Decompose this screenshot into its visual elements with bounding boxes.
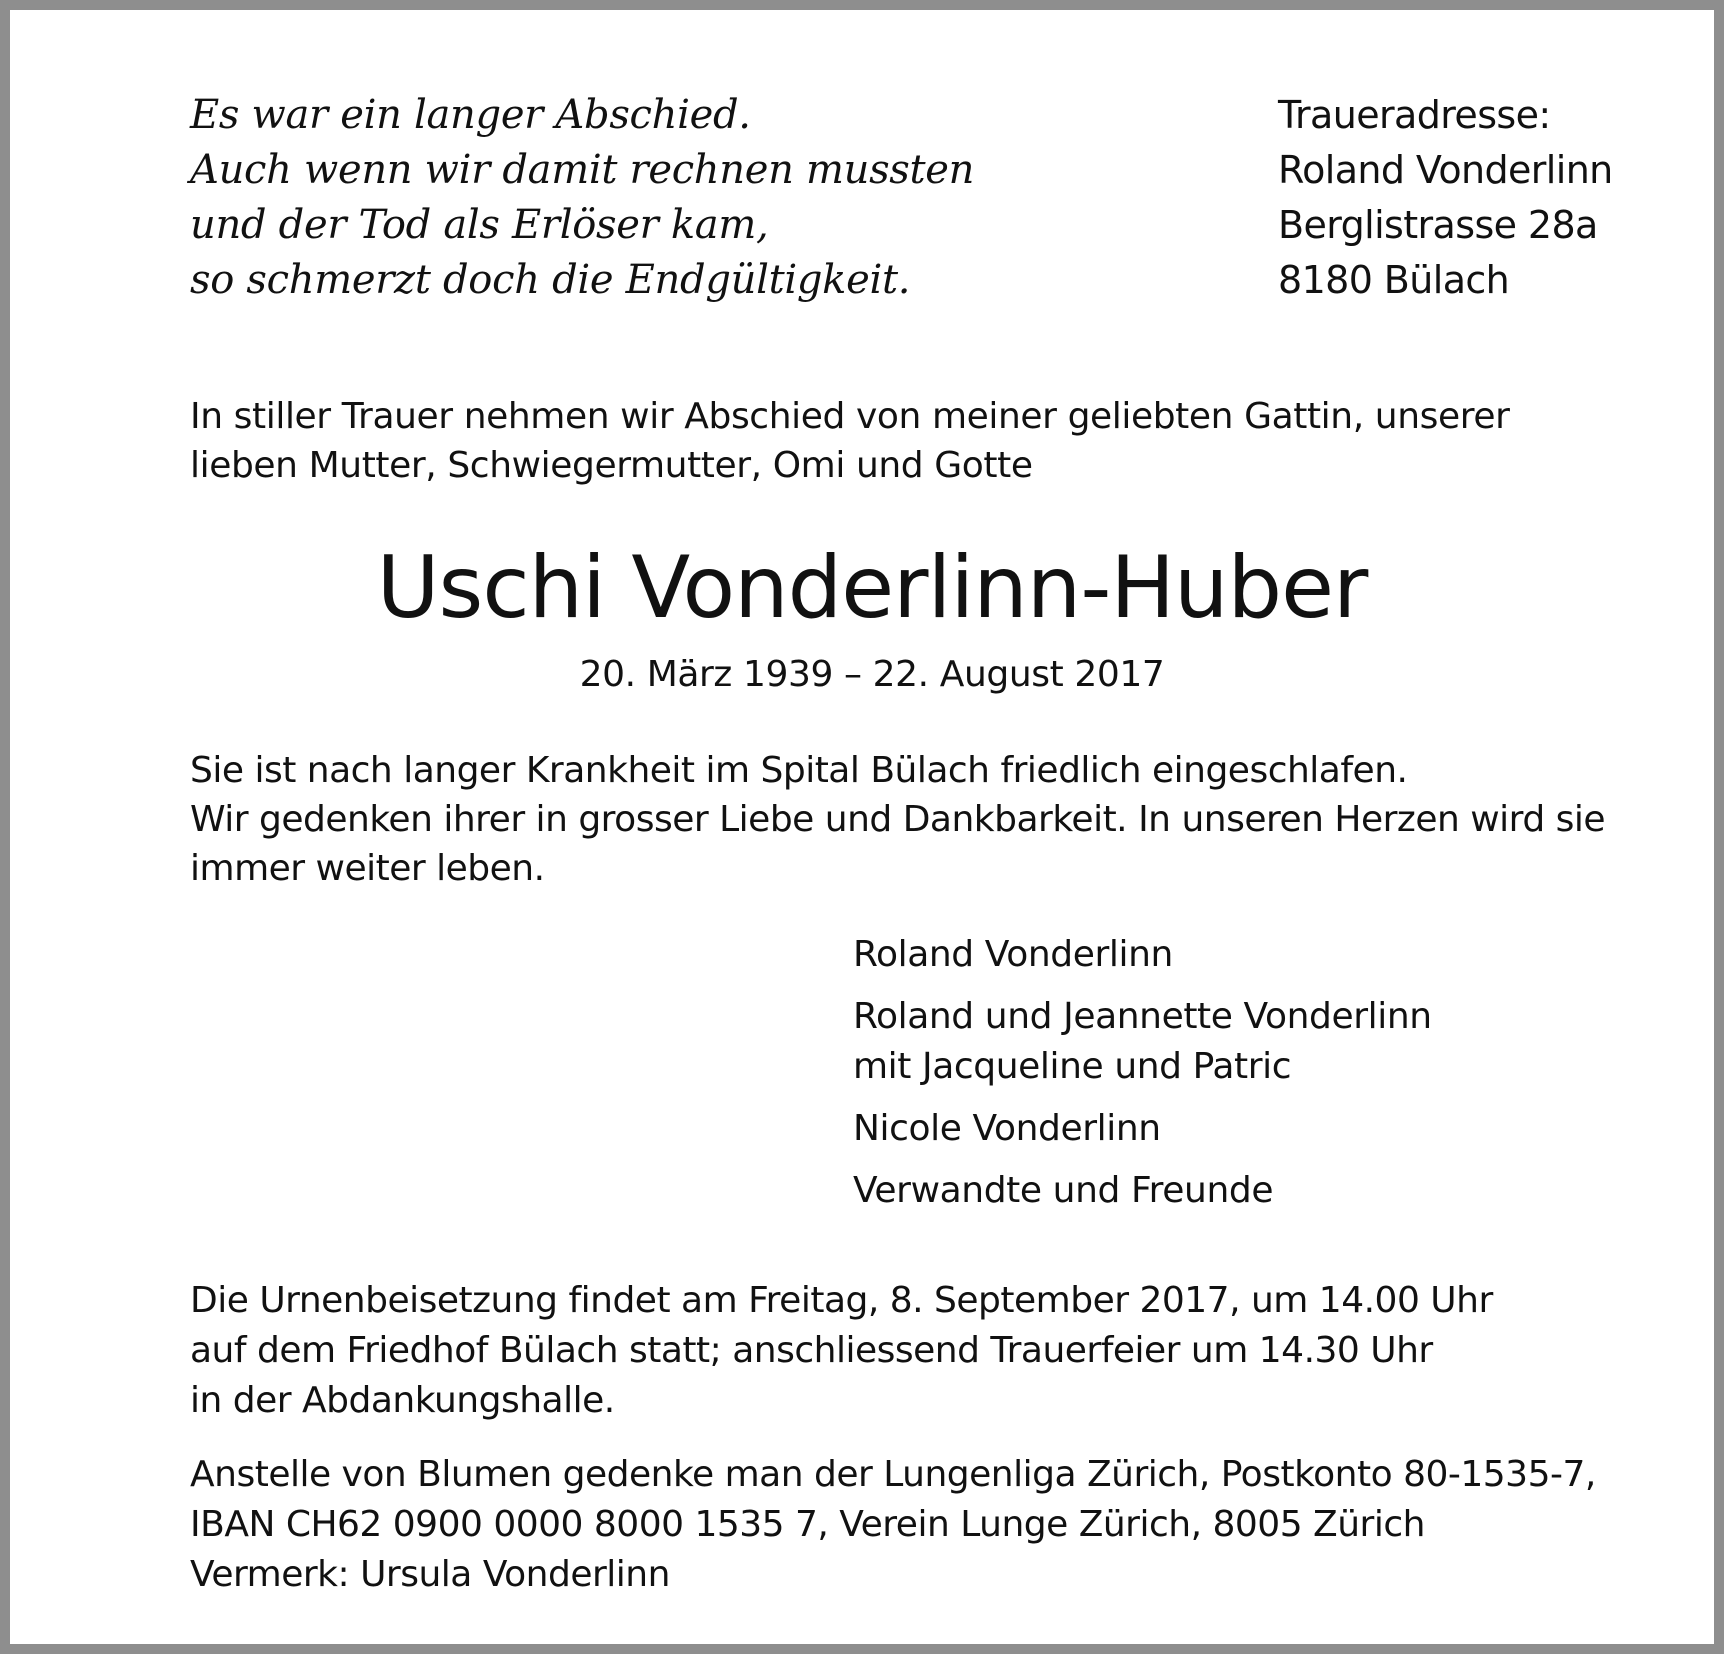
memorial-line: Sie ist nach langer Krankheit im Spital Bülach friedlich eingeschlafen. xyxy=(190,750,1408,791)
poem-line: Auch wenn wir damit rechnen mussten xyxy=(190,147,975,193)
mourners-list xyxy=(853,930,1432,1228)
ceremony-line: Die Urnenbeisetzung findet am Freitag, 8. September 2017, um 14.00 Uhr xyxy=(190,1280,1493,1321)
poem-line: und der Tod als Erlöser kam, xyxy=(190,202,769,248)
mourner-entry xyxy=(853,930,1432,980)
intro-line: lieben Mutter, Schwiegermutter, Omi und Gotte xyxy=(190,445,1033,486)
mourner-entry xyxy=(853,992,1432,1092)
mourner-entry xyxy=(853,1104,1432,1154)
deceased-name: Uschi Vonderlinn-Huber xyxy=(376,538,1368,638)
intro-line: In stiller Trauer nehmen wir Abschied von meiner geliebten Gattin, unserer xyxy=(190,396,1510,437)
memorial-line: immer weiter leben. xyxy=(190,848,545,889)
mourning-address xyxy=(1278,88,1613,308)
memorial-line: Wir gedenken ihrer in grosser Liebe und Dankbarkeit. In unseren Herzen wird sie xyxy=(190,799,1606,840)
address-city: 8180 Bülach xyxy=(1278,258,1510,302)
address-street: Berglistrasse 28a xyxy=(1278,203,1598,247)
donation-info xyxy=(190,1450,1596,1600)
mourner-line: Verwandte und Freunde xyxy=(853,1170,1274,1211)
ceremony-line: in der Abdankungshalle. xyxy=(190,1380,615,1421)
mourner-line: Nicole Vonderlinn xyxy=(853,1108,1161,1149)
ceremony-info xyxy=(190,1276,1493,1426)
mourner-line: Roland und Jeannette Vonderlinn xyxy=(853,996,1432,1037)
address-name: Roland Vonderlinn xyxy=(1278,148,1613,192)
poem xyxy=(190,88,974,308)
intro-text xyxy=(190,392,1510,490)
ceremony-line: auf dem Friedhof Bülach statt; anschliessend Trauerfeier um 14.30 Uhr xyxy=(190,1330,1433,1371)
donation-line: IBAN CH62 0900 0000 8000 1535 7, Verein Lunge Zürich, 8005 Zürich xyxy=(190,1504,1425,1545)
mourner-line: Roland Vonderlinn xyxy=(853,934,1173,975)
mourner-entry xyxy=(853,1166,1432,1216)
memorial-text xyxy=(190,746,1605,893)
mourner-line: mit Jacqueline und Patric xyxy=(853,1046,1292,1087)
life-dates: 20. März 1939 – 22. August 2017 xyxy=(579,654,1165,695)
poem-line: Es war ein langer Abschied. xyxy=(190,92,751,138)
donation-line: Anstelle von Blumen gedenke man der Lungenliga Zürich, Postkonto 80-1535-7, xyxy=(190,1454,1596,1495)
address-heading: Traueradresse: xyxy=(1278,93,1551,137)
poem-line: so schmerzt doch die Endgültigkeit. xyxy=(190,257,911,303)
donation-line: Vermerk: Ursula Vonderlinn xyxy=(190,1554,670,1595)
